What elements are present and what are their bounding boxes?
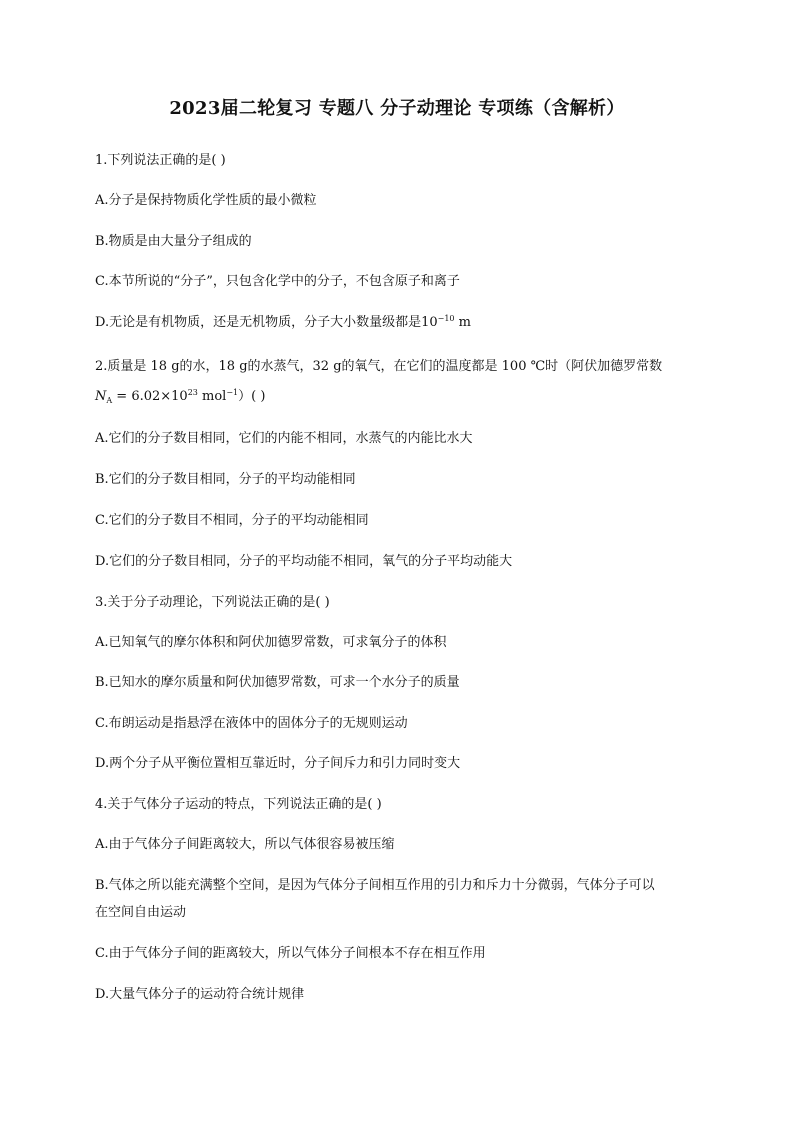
avogadro-exponent: 23 xyxy=(187,388,198,397)
question-4-option-a: A.由于气体分子间距离较大，所以气体很容易被压缩 xyxy=(95,837,395,852)
question-4-option-c: C.由于气体分子间的距离较大，所以气体分子间根本不存在相互作用 xyxy=(95,946,486,961)
avogadro-unit: mol xyxy=(197,389,227,404)
question-3-option-a: A.已知氧气的摩尔体积和阿伏加德罗常数，可求氧分子的体积 xyxy=(95,635,447,650)
question-4-stem: 4.关于气体分子运动的特点，下列说法正确的是( ) xyxy=(95,797,382,812)
avogadro-symbol: N xyxy=(95,389,107,404)
question-1-option-a: A.分子是保持物质化学性质的最小微粒 xyxy=(95,193,317,208)
document-title: 2023届二轮复习 专题八 分子动理论 专项练（含解析） xyxy=(169,98,625,119)
question-3-option-b: B.已知水的摩尔质量和阿伏加德罗常数，可求一个水分子的质量 xyxy=(95,675,460,690)
question-3-option-d: D.两个分子从平衡位置相互靠近时，分子间斥力和引力同时变大 xyxy=(95,756,461,771)
question-2-option-a: A.它们的分子数目相同，它们的内能不相同，水蒸气的内能比水大 xyxy=(95,431,473,446)
avogadro-subscript: A xyxy=(106,396,113,405)
question-3-stem: 3.关于分子动理论，下列说法正确的是( ) xyxy=(95,595,330,610)
question-4-option-b: B.气体之所以能充满整个空间，是因为气体分子间相互作用的引力和斥力十分微弱，气体分子可以 xyxy=(95,878,655,893)
question-1-stem: 1.下列说法正确的是( ) xyxy=(95,153,226,168)
question-2-option-c: C.它们的分子数目不相同，分子的平均动能相同 xyxy=(95,513,369,528)
question-1-option-d-unit: m xyxy=(454,315,471,330)
question-2-stem-tail: ）( ) xyxy=(238,389,266,404)
question-1-option-b: B.物质是由大量分子组成的 xyxy=(95,234,252,249)
question-2-stem: 2.质量是 18 g的水，18 g的水蒸气，32 g的氧气，在它们的温度都是 100 ℃时（阿伏加德罗常数 xyxy=(95,359,663,374)
question-2-option-b: B.它们的分子数目相同，分子的平均动能相同 xyxy=(95,472,356,487)
question-4-option-d: D.大量气体分子的运动符合统计规律 xyxy=(95,987,305,1002)
question-1-option-d-value: 10 xyxy=(421,315,438,330)
question-1-option-c: C.本节所说的“分子”，只包含化学中的分子，不包含原子和离子 xyxy=(95,274,460,289)
avogadro-unit-exponent: −1 xyxy=(226,388,239,397)
question-1-option-d-text: D.无论是有机物质，还是无机物质，分子大小数量级都是 xyxy=(95,315,422,330)
question-1-option-d xyxy=(95,312,705,334)
question-2-stem-line2 xyxy=(95,386,705,408)
question-3-option-c: C.布朗运动是指悬浮在液体中的固体分子的无规则运动 xyxy=(95,716,408,731)
avogadro-value: = 6.02×10 xyxy=(112,389,188,404)
question-1-option-d-exponent: −10 xyxy=(437,314,455,323)
question-2-option-d: D.它们的分子数目相同，分子的平均动能不相同，氧气的分子平均动能大 xyxy=(95,554,513,569)
question-4-option-b-continuation: 在空间自由运动 xyxy=(95,905,187,920)
